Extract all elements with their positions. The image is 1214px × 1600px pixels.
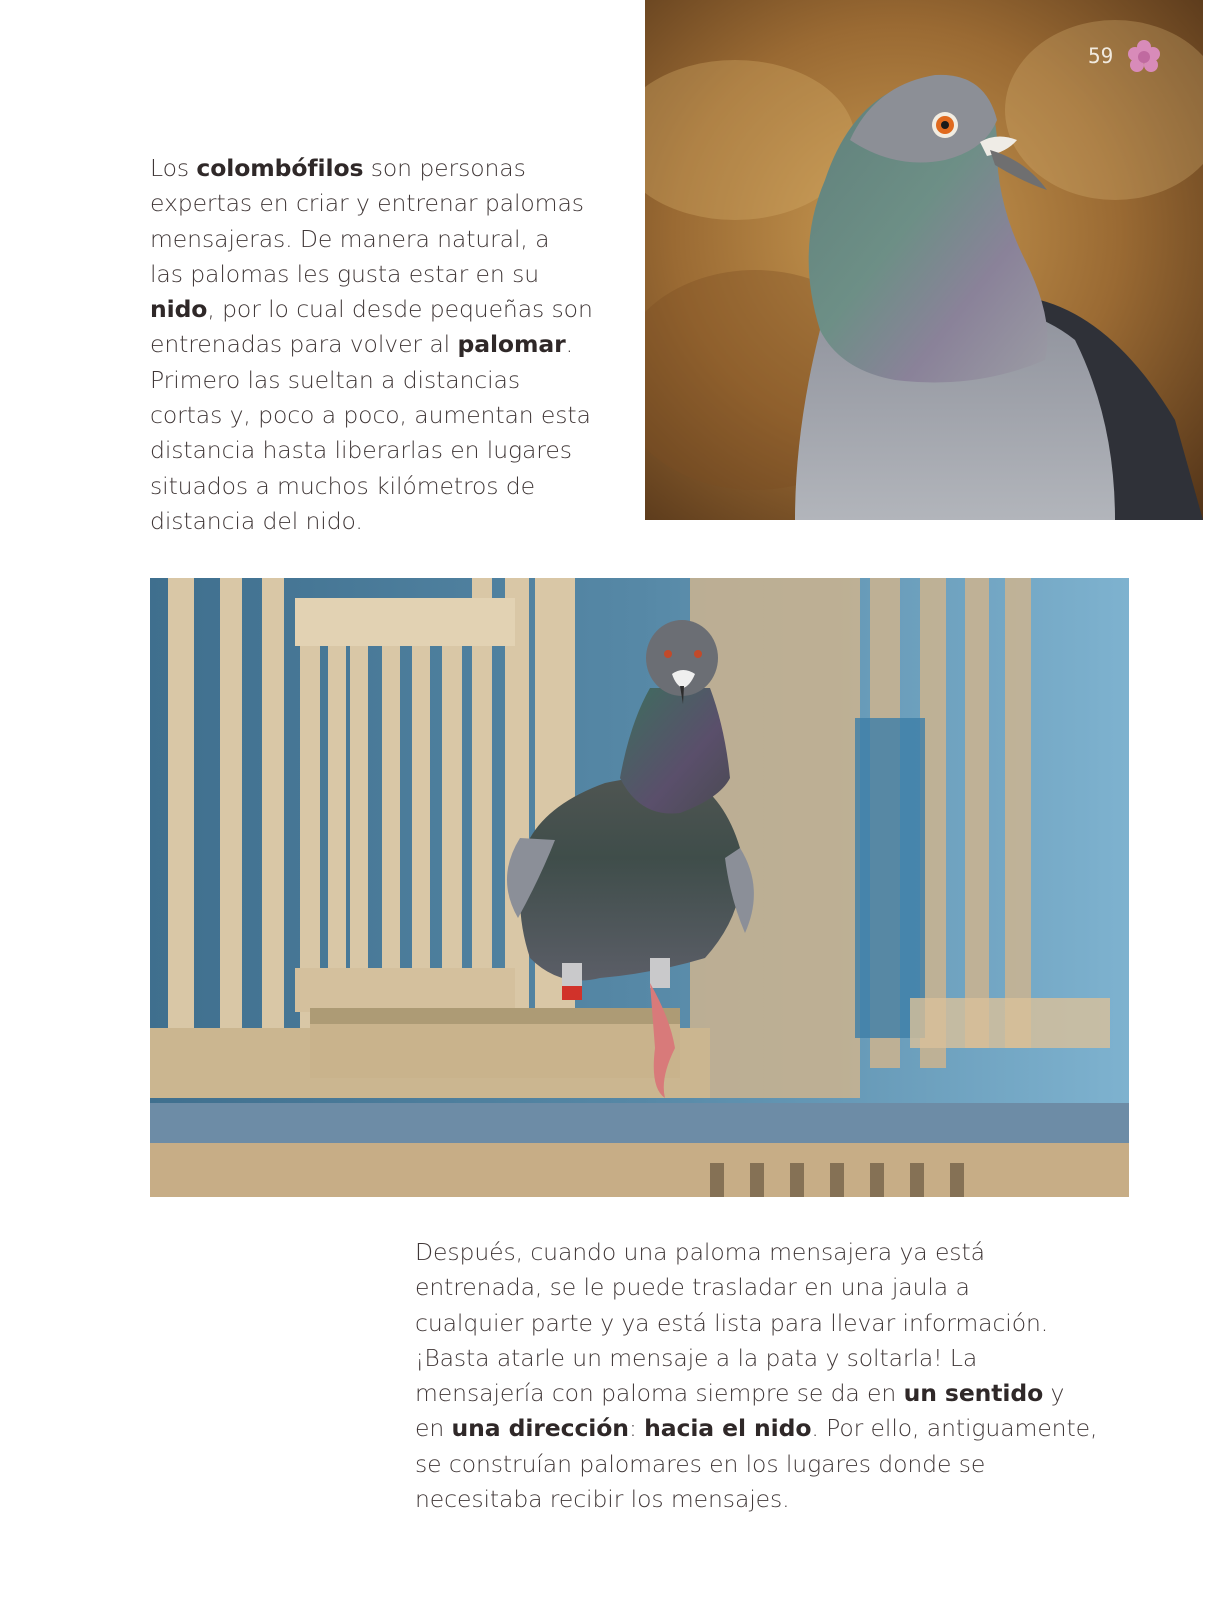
text-run: situados a muchos kilómetros de (150, 471, 535, 500)
text-run: . (565, 330, 573, 359)
text-run: entrenada, se le puede trasladar en una jaula a (415, 1273, 970, 1302)
closing-paragraph (415, 1235, 1098, 1517)
text-line (415, 1482, 1075, 1517)
bold-term: palomar (457, 330, 566, 359)
text-line (415, 1376, 1075, 1411)
text-run: Después, cuando una paloma mensajera ya está (415, 1238, 985, 1266)
text-run: y (1043, 1379, 1065, 1408)
text-line (150, 257, 620, 292)
pigeon-portrait-photo (645, 0, 1203, 520)
text-run: cortas y, poco a poco, aumentan esta (150, 401, 591, 430)
text-line (150, 504, 620, 539)
text-line (150, 327, 620, 362)
text-line (150, 469, 620, 504)
bold-term: una dirección (451, 1414, 629, 1443)
text-run: . Por ello, antiguamente, (811, 1414, 1098, 1443)
text-run: se construían palomares en los lugares donde se (415, 1449, 986, 1478)
bold-term: hacia el nido (644, 1414, 812, 1443)
text-run: son personas (363, 154, 526, 182)
text-line (415, 1411, 1098, 1446)
text-line (150, 398, 620, 433)
pigeon-loft-photo (150, 578, 1129, 1197)
bold-term: colombófilos (196, 154, 364, 182)
flower-ornament-icon (1126, 38, 1162, 76)
text-run: , por lo cual desde pequeñas son (207, 295, 593, 324)
text-line (150, 186, 620, 221)
text-run: ¡Basta atarle un mensaje a la pata y soltarla! La (415, 1343, 978, 1372)
text-run: Los (150, 154, 197, 182)
page-number: 59 (1088, 44, 1114, 68)
text-run: las palomas les gusta estar en su (150, 259, 540, 288)
text-run: expertas en criar y entrenar palomas (150, 189, 584, 218)
text-line (415, 1270, 1075, 1305)
text-run: mensajería con paloma siempre se da en (415, 1379, 904, 1408)
text-run: necesitaba recibir los mensajes. (415, 1485, 790, 1514)
text-run: mensajeras. De manera natural, a (150, 224, 550, 253)
text-run: cualquier parte y ya está lista para llevar información. (415, 1308, 1049, 1337)
text-run: entrenadas para volver al (150, 330, 458, 359)
text-line (150, 433, 620, 468)
text-line (150, 363, 620, 398)
intro-paragraph (150, 151, 620, 539)
text-line (415, 1235, 1075, 1270)
text-line (415, 1341, 1075, 1376)
text-line (150, 151, 620, 186)
text-run: distancia hasta liberarlas en lugares (150, 436, 572, 465)
pigeon-on-loft-icon (150, 578, 1129, 1197)
text-line (415, 1447, 1075, 1482)
text-run: en (415, 1414, 452, 1443)
text-line (150, 292, 620, 327)
bold-term: nido (150, 295, 208, 324)
text-run: : (628, 1414, 645, 1443)
text-run: distancia del nido. (150, 506, 363, 535)
text-line (150, 222, 620, 257)
text-line (415, 1306, 1075, 1341)
text-run: Primero las sueltan a distancias (150, 365, 521, 394)
bold-term: un sentido (903, 1379, 1044, 1408)
pigeon-head-icon (645, 0, 1203, 520)
